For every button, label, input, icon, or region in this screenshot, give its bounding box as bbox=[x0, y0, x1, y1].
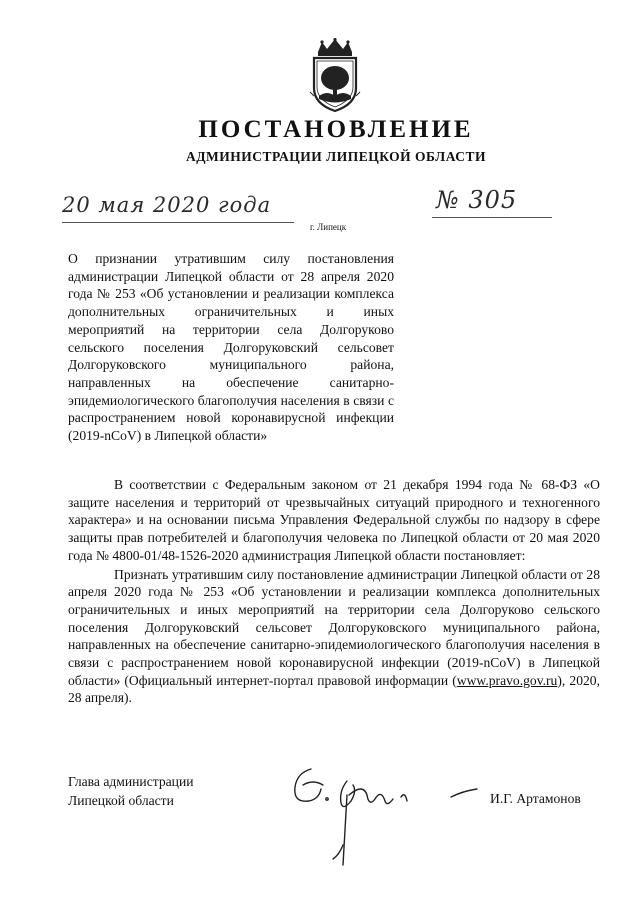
city-label: г. Липецк bbox=[310, 222, 347, 232]
document-subject: О признании утратившим силу постановления администрации Липецкой области от 28 апреля 2020 года № 253 «Об установлении и реализации комплекса дополнительных ограничительных и иных мероприятий на территории села Долгоруково сельского поселения Долгоруковский сельсовет Долгоруковского муниципального района, направленных на обеспечение санитарно-эпидемиологического благополучия населения в связи с распространением новой коронавирусной инфекции (2019-nCoV) в Липецкой области» bbox=[68, 251, 394, 444]
signatory-name: И.Г. Артамонов bbox=[490, 791, 581, 806]
signatory-position bbox=[68, 772, 194, 810]
number-underline bbox=[432, 217, 552, 218]
handwritten-date: 20 мая 2020 года bbox=[62, 193, 272, 217]
document-body bbox=[68, 476, 600, 707]
body-paragraph-2-main: Признать утратившим силу постановление администрации Липецкой области от 28 апреля 2020 года № 253 «Об установлении и реализации комплекса дополнительных ограничительных и иных мероприятий на территории села Долгоруково сельского поселения Долгоруковский сельсовет Долгоруковского муниципального района, направленных на обеспечение санитарно-эпидемиологического благополучия населения в связи с распространением новой коронавирусной инфекции (2019-nCoV) в Липецкой области» (Официальный интернет-портал правовой информации ( bbox=[68, 566, 600, 688]
signatory-position-line-1: Глава администрации bbox=[68, 774, 194, 789]
signatory-position-line-2: Липецкой области bbox=[68, 793, 174, 808]
date-underline bbox=[62, 222, 294, 223]
handwritten-number: № 305 bbox=[436, 186, 518, 214]
body-paragraph-2 bbox=[68, 566, 600, 708]
body-paragraph-1: В соответствии с Федеральным законом от 21 декабря 1994 года № 68-ФЗ «О защите населения и территорий от чрезвычайных ситуаций природного и техногенного характера» и на основании письма Управления Федеральной службы по надзору в сфере защиты прав потребителей и благополучия человека по Липецкой области от 20 мая 2020 года № 4800-01/48-1526-2020 администрация Липецкой области постановляет: bbox=[68, 477, 600, 563]
pravo-link[interactable]: www.pravo.gov.ru bbox=[456, 672, 558, 688]
document-title: ПОСТАНОВЛЕНИЕ bbox=[198, 116, 474, 143]
coat-of-arms-icon bbox=[302, 38, 368, 114]
handwritten-signature-icon bbox=[283, 755, 483, 880]
document-subtitle: АДМИНИСТРАЦИИ ЛИПЕЦКОЙ ОБЛАСТИ bbox=[185, 149, 487, 164]
body-paragraph-2-end: ), 2020, 28 апреля). bbox=[68, 672, 600, 706]
